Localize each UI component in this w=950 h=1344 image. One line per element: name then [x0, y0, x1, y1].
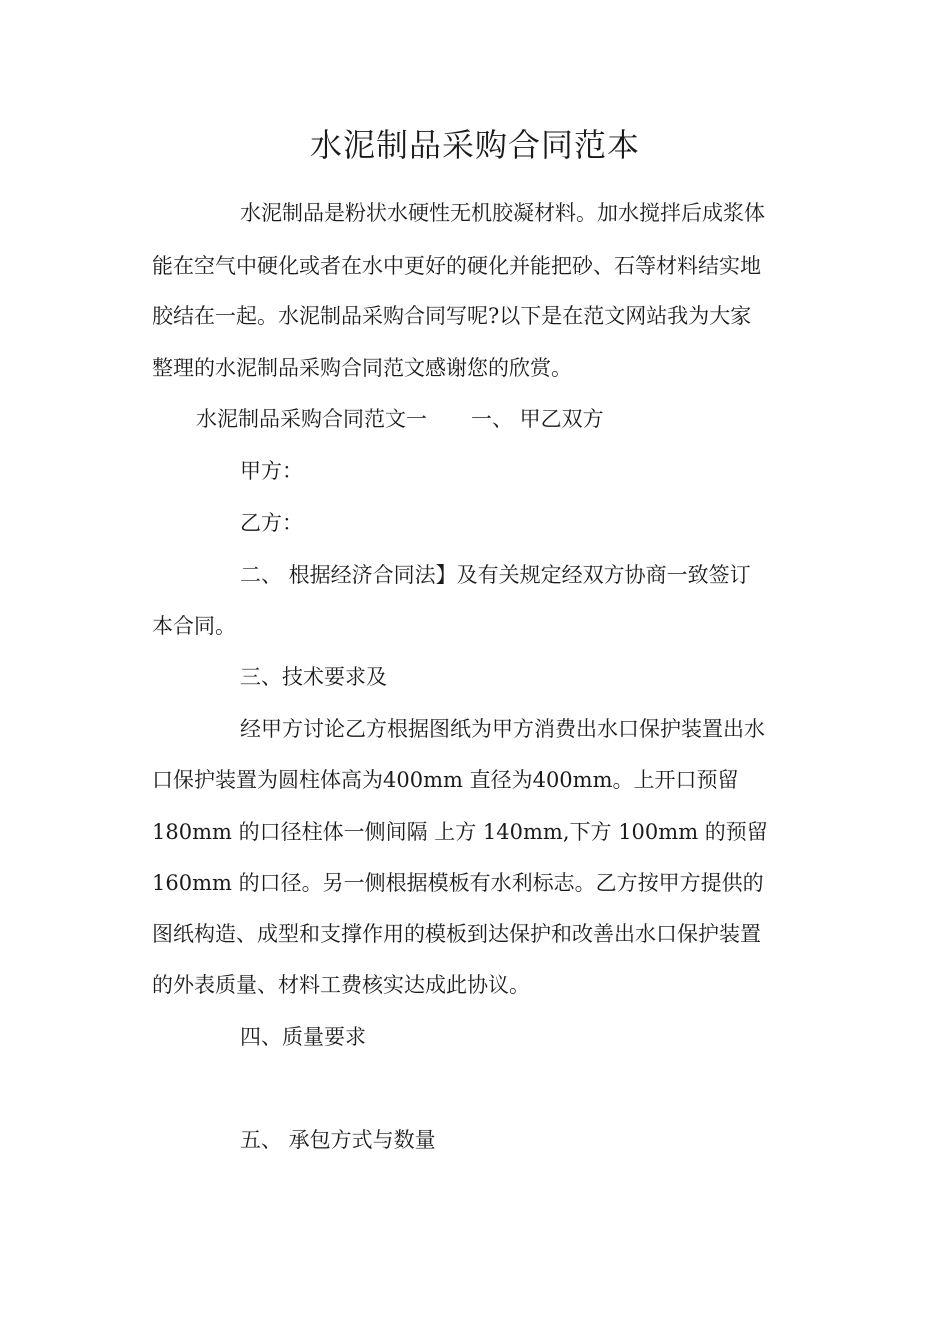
paragraph-line: 能在空气中硬化或者在水中更好的硬化并能把砂、石等材料结实地: [152, 254, 761, 278]
section-five-heading: 五、 承包方式与数量: [240, 1128, 436, 1152]
paragraph-line: 整理的水泥制品采购合同范文感谢您的欣赏。: [152, 356, 572, 380]
party-a-label: 甲方：: [240, 459, 303, 483]
paragraph-line: 的外表质量、材料工费核实达成此协议。: [152, 973, 530, 997]
paragraph-line: 胶结在一起。水泥制品采购合同写呢?以下是在范文网站我为大家: [152, 304, 752, 328]
party-b-label: 乙方：: [240, 511, 303, 535]
section-heading-line: [196, 403, 856, 435]
document-title: 水泥制品采购合同范本: [309, 126, 640, 164]
paragraph-line: 经甲方讨论乙方根据图纸为甲方消费出水口保护装置出水: [240, 717, 765, 741]
section-four-heading: 四、质量要求: [240, 1025, 366, 1049]
section-one-heading: 一、 甲乙双方: [471, 407, 604, 431]
paragraph-line: 二、 根据经济合同法】及有关规定经双方协商一致签订: [240, 563, 751, 587]
section-three-heading: 三、技术要求及: [240, 665, 387, 689]
paragraph-line: 160mm 的口径。另一侧根据模板有水利标志。乙方按甲方提供的: [152, 871, 764, 895]
sample-heading: 水泥制品采购合同范文一: [196, 407, 427, 431]
paragraph-line: 本合同。: [152, 614, 236, 638]
paragraph-line: 水泥制品是粉状水硬性无机胶凝材料。加水搅拌后成浆体: [240, 201, 765, 225]
paragraph-line: 180mm 的口径柱体一侧间隔 上方 140mm,下方 100mm 的预留: [152, 820, 768, 844]
paragraph-line: 图纸构造、成型和支撑作用的模板到达保护和改善出水口保护装置: [152, 922, 761, 946]
paragraph-line: 口保护装置为圆柱体高为400mm 直径为400mm。上开口预留: [152, 768, 739, 792]
